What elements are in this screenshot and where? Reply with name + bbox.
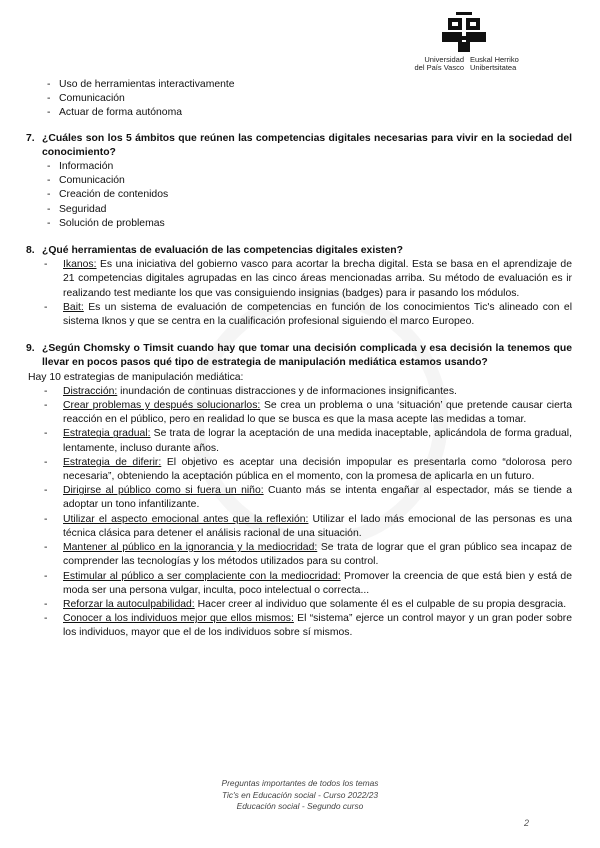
item-text: Se trata de lograr la aceptación de una medida inaceptable, aplicándola de forma gradual, lentamente, incluso durante años.	[63, 428, 572, 454]
logo-line: Euskal Herriko	[470, 55, 519, 64]
question-text: ¿Cuáles son los 5 ámbitos que reúnen las competencias digitales necesarias para vivir en la sociedad del conocimiento?	[42, 132, 572, 158]
item-text: Es un sistema de evaluación de competencias en función de los conocimientos Tic's alineado con el sistema Iknos y que se centra en la cualificación profesional siguiendo el marco Europeo.	[63, 301, 572, 328]
list-item: - Seguridad	[26, 203, 572, 217]
list-item	[26, 541, 572, 569]
footer-line: Preguntas importantes de todos los temas	[221, 778, 379, 788]
list-item	[26, 456, 572, 484]
question-number: 9.	[26, 343, 35, 355]
question-7	[26, 132, 572, 160]
item-text: El objetivo es aceptar una decisión impopular es presentarla como “dolorosa pero necesaria”, obteniendo la aceptación pública en el momento, con la promesa de aplicarla en un futuro.	[63, 456, 572, 483]
list-item	[26, 399, 572, 427]
digital-areas-list	[26, 160, 572, 231]
question-9	[26, 342, 572, 370]
question-number: 8.	[26, 245, 35, 257]
item-term: Dirigirse al público como si fuera un niño:	[63, 485, 264, 497]
item-term: Estrategia de diferir:	[63, 456, 162, 468]
list-item: - Uso de herramientas interactivamente	[26, 78, 572, 92]
item-term: Distracción:	[63, 385, 118, 397]
list-item	[26, 484, 572, 512]
list-item	[26, 427, 572, 455]
list-item: - Creación de contenidos	[26, 188, 572, 202]
item-term: Estimular al público a ser complaciente con la mediocridad:	[63, 570, 341, 582]
item-term: Estrategia gradual:	[63, 428, 151, 440]
item-text: Utilizar el lado más emocional de las personas es una técnica clásica para detener el análisis racional de una situación.	[63, 513, 572, 539]
item-term: Crear problemas y después solucionarlos:	[63, 400, 261, 412]
logo-line: del País Vasco	[414, 63, 464, 72]
question-text: ¿Según Chomsky o Timsit cuando hay que tomar una decisión complicada y esa decisión la tenemos que llevar en pocos pasos qué tipo de estrategia de manipulación mediática estamos usando?	[42, 343, 572, 369]
list-item	[26, 385, 572, 399]
logo-line: Unibertsitatea	[470, 63, 517, 72]
item-text: Es una iniciativa del gobierno vasco para acortar la brecha digital. Esta se basa en el aprendizaje de 21 competencias digitales agrupadas en las cinco áreas mencionadas arriba. Su método de evaluación es ir realizando test mediante los que vas consiguiendo insignias (badges) para ir pasando los módulos.	[63, 259, 572, 299]
logo-line: Universidad	[424, 55, 464, 64]
list-item: - Comunicación	[26, 174, 572, 188]
list-item	[26, 301, 572, 329]
item-text: Promover la creencia de que está bien y está de moda ser una persona vulgar, inculta, poco intelectual o correcta...	[63, 570, 572, 596]
item-term: Ikanos:	[63, 259, 97, 271]
page-number: 2	[524, 818, 530, 828]
logo-text-spanish	[402, 56, 464, 72]
question-8	[26, 244, 572, 258]
list-item: - Comunicación	[26, 92, 572, 106]
list-item	[26, 570, 572, 598]
footer-line: Tic's en Educación social - Curso 2022/23	[221, 789, 379, 800]
document-body	[26, 78, 572, 641]
item-text: Se crea un problema o una ‘situación’ que pretende causar cierta reacción en el público, pero en realidad lo que se busca es que la masa acepte las medidas a tomar.	[63, 400, 572, 426]
list-item: - Solución de problemas	[26, 217, 572, 231]
item-term: Bait:	[63, 301, 84, 313]
item-text: Hacer creer al individuo que solamente él es el culpable de su propia desgracia.	[194, 598, 567, 610]
list-item: - Información	[26, 160, 572, 174]
item-text: Cuanto más se intenta engañar al espectador, más se tiende a adoptar un tono infantilizante.	[63, 485, 572, 511]
evaluation-tools-list	[26, 258, 572, 329]
logo-text-basque	[470, 56, 540, 72]
manipulation-strategies-list	[26, 385, 572, 641]
list-item	[26, 612, 572, 640]
page-footer	[150, 778, 450, 813]
list-item	[26, 513, 572, 541]
competence-list	[26, 78, 572, 121]
item-text: inundación de continuas distracciones y de informaciones insignificantes.	[117, 385, 457, 397]
item-text: El “sistema” ejerce un control mayor y un gran poder sobre los individuos, mayor que el de los individuos sobre sí mismos.	[63, 613, 572, 639]
strategies-intro: Hay 10 estrategias de manipulación mediática:	[28, 371, 244, 383]
item-term: Utilizar el aspecto emocional antes que la reflexión:	[63, 513, 309, 525]
footer-line: Educación social - Segundo curso	[236, 801, 364, 811]
list-item: - Actuar de forma autónoma	[26, 106, 572, 120]
item-text: Se trata de lograr que el gran público sea incapaz de comprender las tecnologías y los métodos utilizados para su control.	[63, 542, 572, 568]
item-term: Mantener al público en la ignorancia y la mediocridad:	[63, 542, 318, 554]
item-term: Conocer a los individuos mejor que ellos mismos:	[63, 613, 294, 625]
item-term: Reforzar la autoculpabilidad:	[63, 598, 195, 610]
question-number: 7.	[26, 132, 35, 144]
list-item	[26, 258, 572, 301]
upv-ehu-emblem-icon	[442, 12, 486, 52]
university-logo	[402, 12, 532, 76]
question-text: ¿Qué herramientas de evaluación de las competencias digitales existen?	[42, 245, 403, 257]
list-item	[26, 598, 572, 612]
